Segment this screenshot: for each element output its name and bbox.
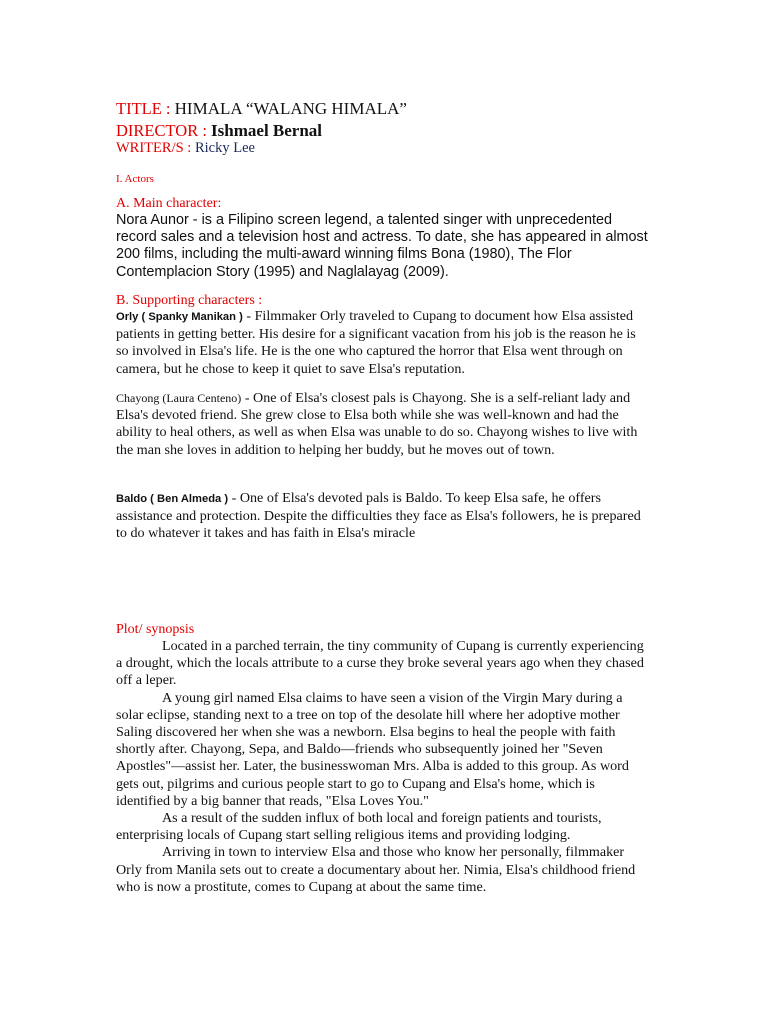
director-name: Ishmael Bernal xyxy=(211,121,323,140)
actor-name: Chayong (Laura Centeno) xyxy=(116,391,242,405)
director-line xyxy=(116,121,322,141)
supporting-character-baldo xyxy=(116,490,648,543)
plot-paragraph: Located in a parched terrain, the tiny community of Cupang is currently experiencing a drought, which the locals attribute to a curse they broke several years ago when they chased off a leper. xyxy=(116,638,644,689)
actor-description: - One of Elsa's devoted pals is Baldo. To keep Elsa safe, he offers assistance and protection. Despite the difficulties they face as Elsa's followers, he is prepared to do whatever it takes and has faith in Elsa's miracle xyxy=(116,490,641,542)
director-label: DIRECTOR : xyxy=(116,121,212,140)
plot-paragraph: A young girl named Elsa claims to have seen a vision of the Virgin Mary during a solar eclipse, standing next to a tree on top of the desolate hill where her adoptive mother Saling discovered her when she was a newborn. Elsa begins to heal the people with faith shortly after. Chayong, Sepa, and Baldo—friends who subsequently joined her "Seven Apostles"—assist her. Later, the businesswoman Mrs. Alba is added to this group. As word gets out, pilgrims and curious people start to go to Cupang and Elsa's home, which is identified by a big banner that reads, "Elsa Loves You." xyxy=(116,689,629,809)
supporting-character-orly xyxy=(116,308,648,378)
supporting-character-chayong xyxy=(116,390,648,459)
plot-synopsis xyxy=(116,638,648,896)
main-character-heading: A. Main character: xyxy=(116,196,222,211)
plot-paragraph: Arriving in town to interview Elsa and those who know her personally, filmmaker Orly from Manila sets out to create a documentary about her. Nimia, Elsa's childhood friend who is now a prostitute, comes to Cupang at about the same time. xyxy=(116,844,636,895)
title-line xyxy=(116,99,407,119)
plot-paragraph: As a result of the sudden influx of both local and foreign patients and tourists, enterprising locals of Cupang start selling religious items and providing lodging. xyxy=(116,810,602,844)
title-label: TITLE : xyxy=(116,99,175,118)
actor-description: - Filmmaker Orly traveled to Cupang to document how Elsa assisted patients in getting better. His desire for a significant vacation from his job is the reason he is so involved in Elsa's life. He is the one who captured the horror that Elsa went through on camera, but he chose to keep it quiet to save Elsa's reputation. xyxy=(116,308,636,377)
actor-name: Baldo ( Ben Almeda ) xyxy=(116,493,229,505)
writer-label: WRITER/S : xyxy=(116,140,195,156)
supporting-characters-heading: B. Supporting characters : xyxy=(116,293,263,308)
plot-heading: Plot/ synopsis xyxy=(116,622,195,637)
actor-name: Orly ( Spanky Manikan ) xyxy=(116,311,243,323)
actor-description: - One of Elsa's closest pals is Chayong. She is a self-reliant lady and Elsa's devoted friend. She grew close to Elsa both while she was well-known and had the ability to heal others, as well as when Elsa was unable to do so. Chayong wishes to live with the man she loves in addition to helping her buddy, but he moves out of town. xyxy=(116,390,638,458)
actors-heading: I. Actors xyxy=(116,173,154,185)
film-title: HIMALA “WALANG HIMALA” xyxy=(174,99,407,118)
main-character-text: Nora Aunor - is a Filipino screen legend, a talented singer with unprecedented record sales and a television host and actress. To date, she has appeared in almost 200 films, including the multi-award winning films Bona (1980), The Flor Contemplacion Story (1995) and Naglalayag (2009). xyxy=(116,212,648,280)
writer-name: Ricky Lee xyxy=(194,140,255,156)
writer-line xyxy=(116,140,255,157)
